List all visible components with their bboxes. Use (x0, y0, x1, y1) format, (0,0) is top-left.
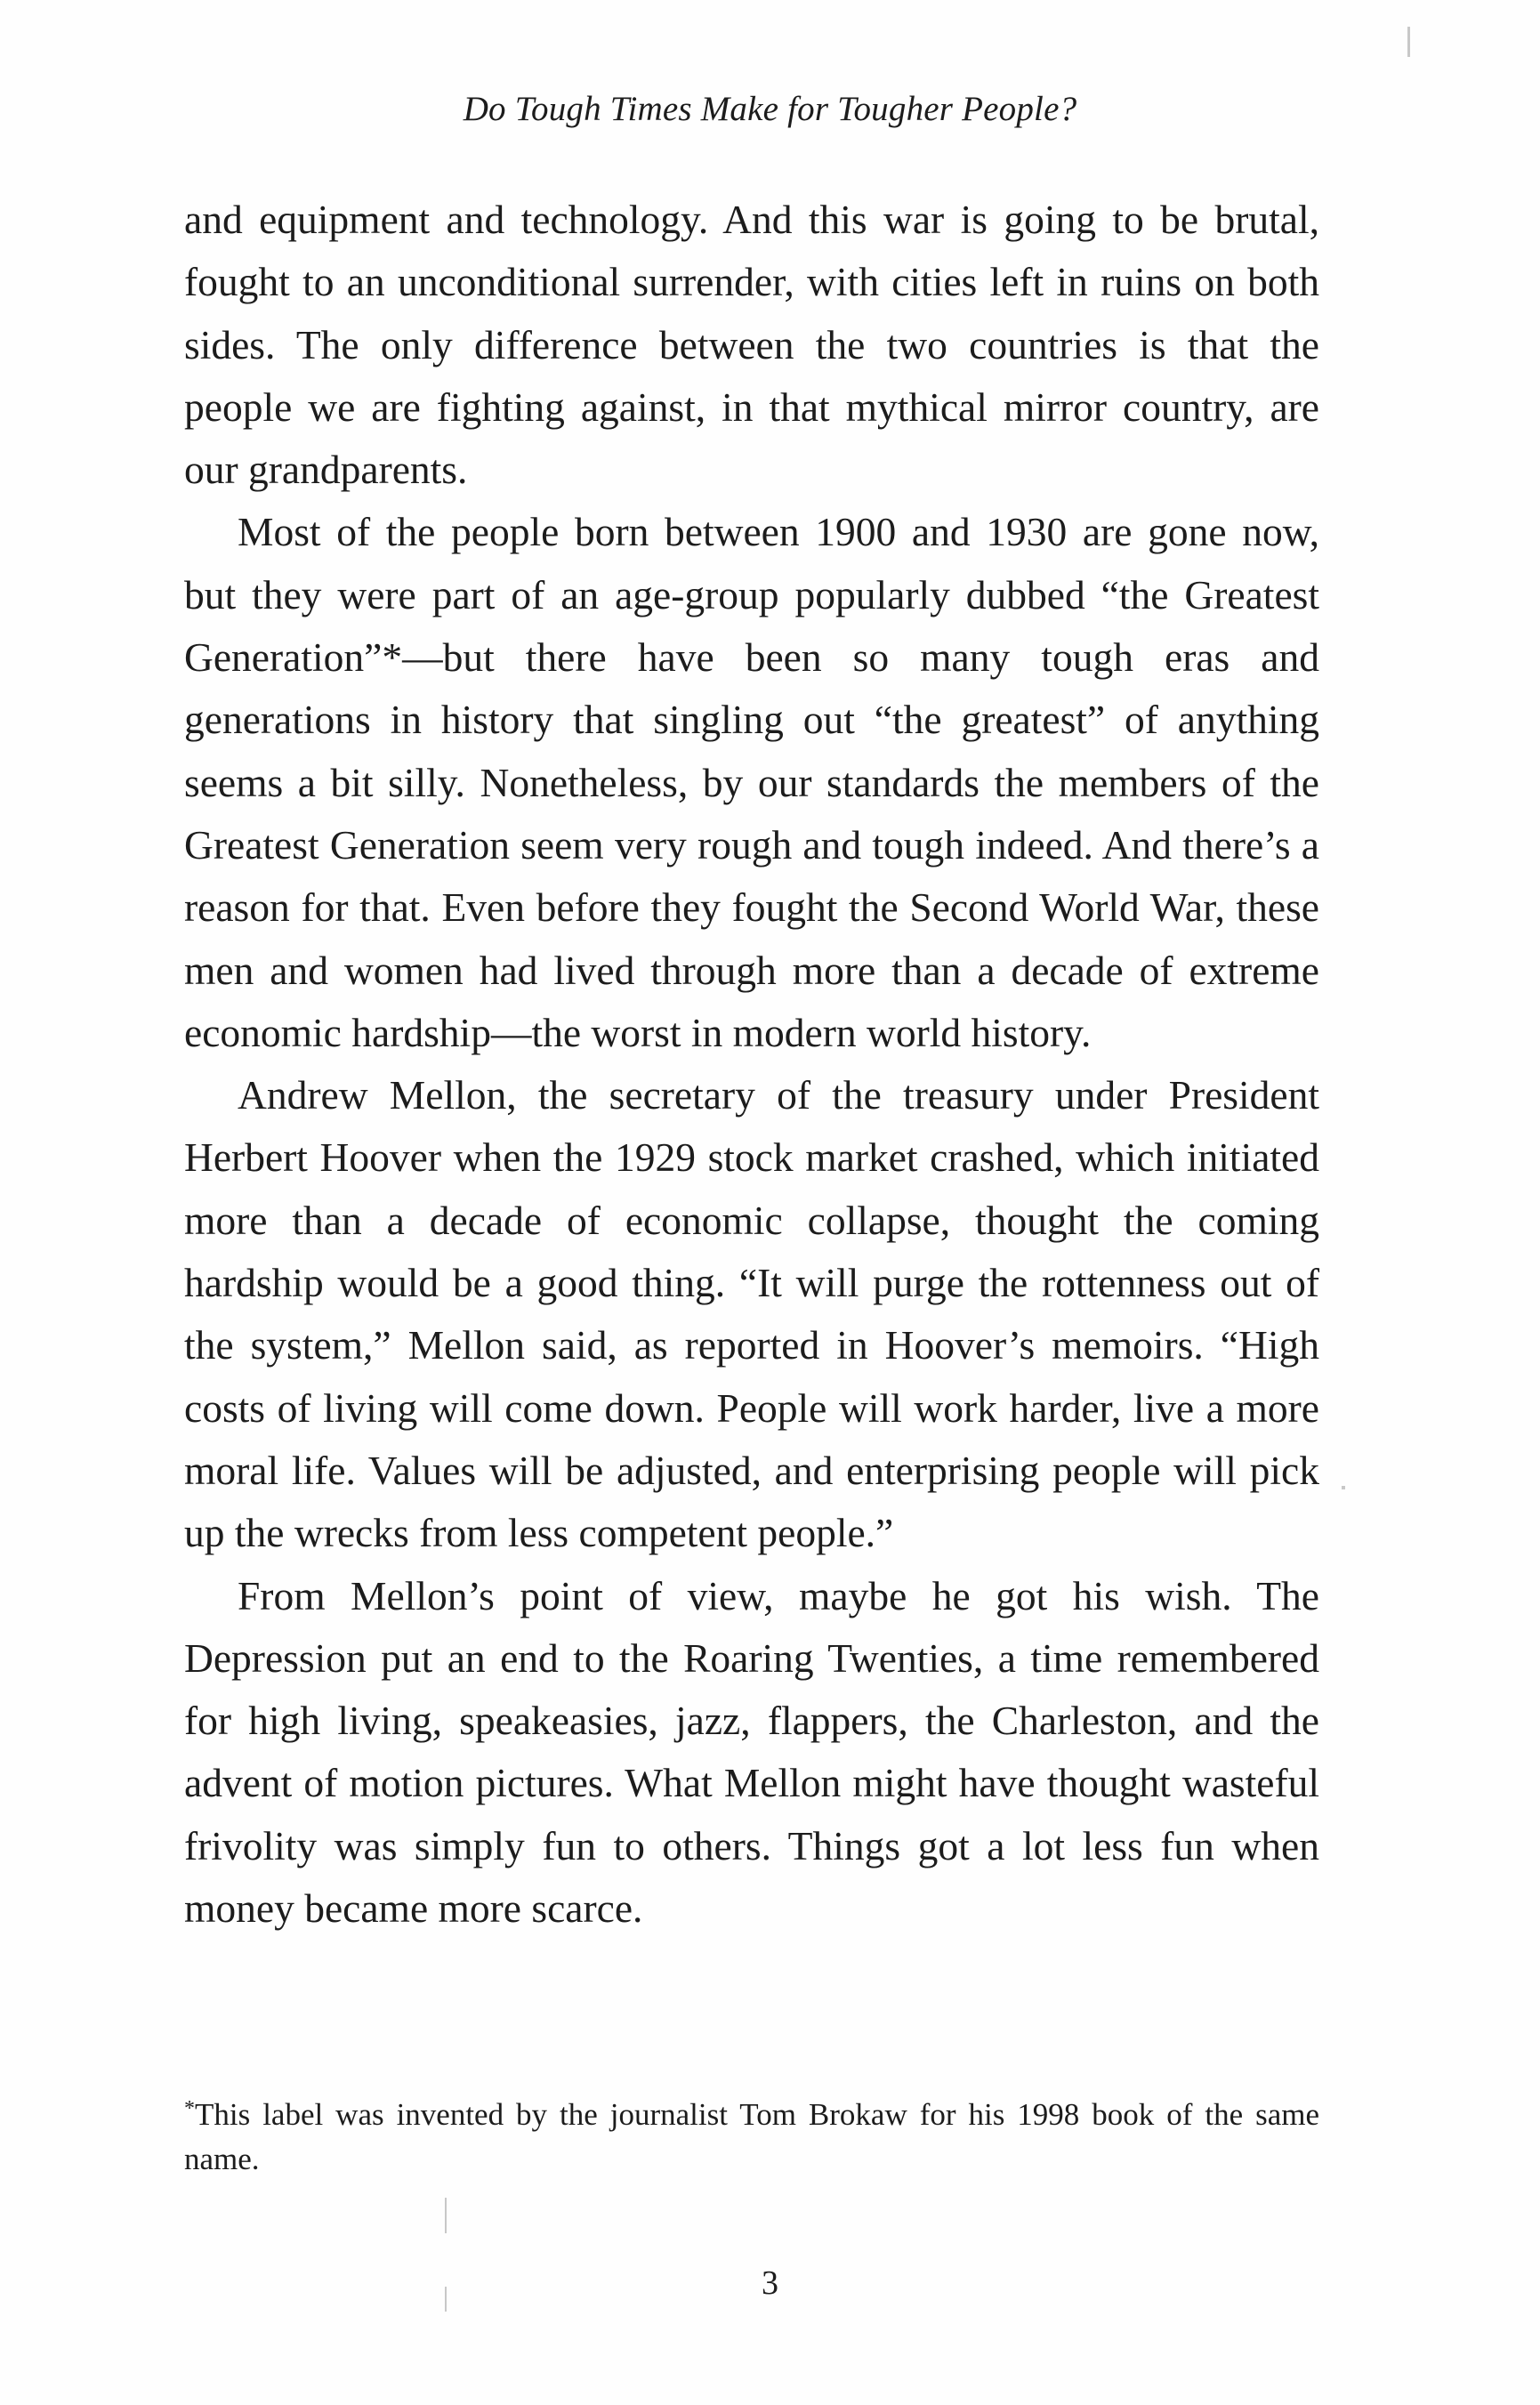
footnote (184, 2093, 1319, 2182)
page-number: 3 (762, 2264, 778, 2302)
body-text (184, 189, 1319, 1940)
scan-speck (1407, 27, 1410, 57)
scan-speck (1342, 1486, 1345, 1489)
paragraph-4: From Mellon’s point of view, maybe he got his wish. The Depression put an end to the Roaring Twenties, a time remembered for high living, speakeasies, jazz, flappers, the Charleston, and the advent of motion pictures. What Mellon might have thought wasteful frivolity was simply fun to others. Things got a lot less fun when money became more scarce. (184, 1572, 1319, 1932)
footnote-mark: * (184, 2097, 195, 2120)
footnote-text: This label was invented by the journalist Tom Brokaw for his 1998 book of the same name. (184, 2097, 1319, 2176)
paragraph-3: Andrew Mellon, the secretary of the treasury under President Herbert Hoover when the 1929 stock market crashed, which initiated more than a decade of economic collapse, thought the coming hardship would be a good thing. “It will purge the rottenness out of the system,” Mellon said, as reported in Hoover’s memoirs. “High costs of living will come down. People will work harder, live a more moral life. Values will be adjusted, and enterprising people will pick up the wrecks from less competent people.” (184, 1072, 1319, 1556)
scan-speck (445, 2198, 447, 2233)
paragraph-1: and equipment and technology. And this war is going to be brutal, fought to an unconditional surrender, with cities left in ruins on both sides. The only difference between the two countries is that the people we are fighting against, in that mythical mirror country, are our grandparents. (184, 197, 1319, 493)
paragraph-2: Most of the people born between 1900 and 1930 are gone now, but they were part of an age-group popularly dubbed “the Greatest Generation”*—but there have been so many tough eras and generations in history that singling out “the greatest” of anything seems a bit silly. Nonetheless, by our standards the members of the Greatest Generation seem very rough and tough indeed. And there’s a reason for that. Even before they fought the Second World War, these men and women had lived through more than a decade of extreme economic hardship—the worst in modern world history. (184, 509, 1319, 1055)
running-header: Do Tough Times Make for Tougher People? (463, 90, 1077, 128)
scan-speck (445, 2287, 447, 2312)
